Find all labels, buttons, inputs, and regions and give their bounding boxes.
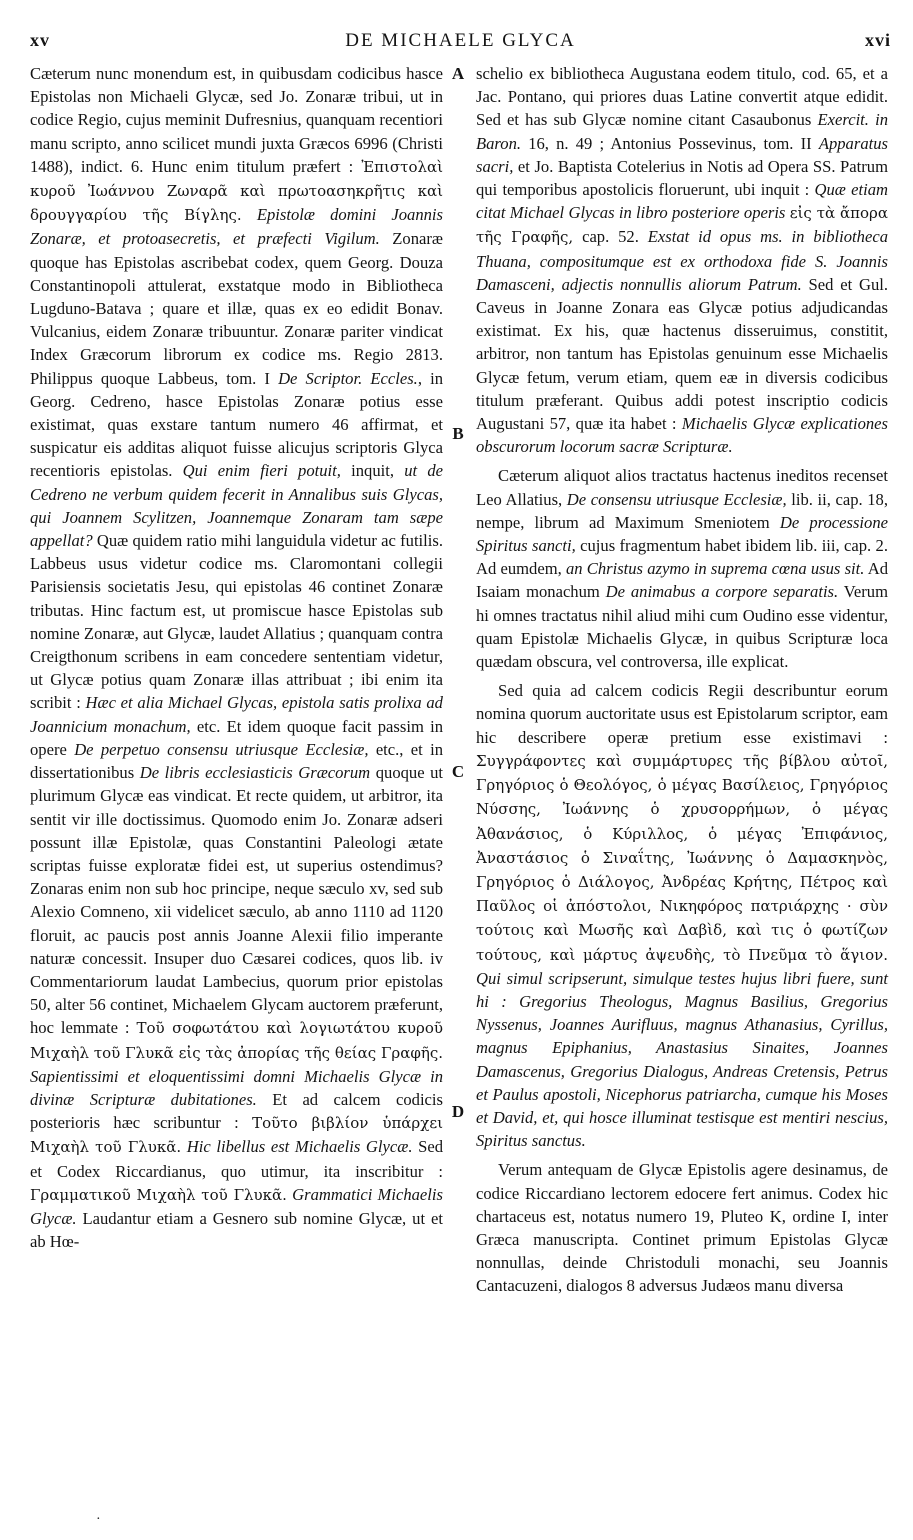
italic-title: Apparatus sacri,	[476, 133, 888, 176]
italic-translation: Qui simul scripserunt, simulque testes hujus libri fuere, sunt hi : Gregorius Theologus, Magnus Basilius, Gregorius Nyssenus, Joannes Aurifluus, magnus Athanasius, Cyrillus, magnus Epiphanius, Anastasius Sinaites, Joannes Damascenus, Gregorius Dialogus, Andreas Cretensis, Petrus et Paulus apostoli, Nicephorus patriarcha, cumque his Moses et David, et, qui hosce illuminat testisque est mentiri nescius, Spiritus sanctus.	[476, 968, 888, 1151]
right-column	[476, 62, 888, 1298]
italic-quote: Exstat id opus ms. in bibliotheca Thuana, compositumque est ex orthodoxa fide S. Joannis Damasceni, adjectis nonnullis aliorum Patrum.	[476, 227, 888, 294]
italic-title: Exercit. in Baron.	[476, 110, 889, 153]
italic-title: De perpetuo consensu utriusque Ecclesiæ,	[74, 739, 369, 759]
margin-letter-c: C	[451, 762, 465, 781]
italic-translation: Epistolæ domini Joannis Zonaræ, et protoasecretis, et præfecti Vigilum.	[30, 205, 443, 249]
paragraph: Sed quia ad calcem codicis Regii describuntur eorum nomina quorum auctoritate usus est Epistolarum scriptor, eam hic describere operæ pretium esse existimavi : Συγγράφοντες καὶ συμμάρτυρες τῆς βίβλου αὐτοῖ, Γρηγόριος ὁ Θεολόγος, ὁ μέγας Βασίλειος, Γρηγόριος Νύσσης, Ἰωάννης ὁ χρυσορρήμων, ὁ μέγας Ἀθανάσιος, ὁ Κύριλλος, ὁ μέγας Ἐπιφάνιος, Ἀναστάσιος ὁ Σιναΐτης, Ἰωάννης ὁ Δαμασκηνὸς, Γρηγόριος ὁ Διάλογος, Ἀνδρέας Κρήτης, Πέτρος καὶ Παῦλος οἱ ἀπόστολοι, Νικηφόρος πατριάρχης · σὺν τούτοις καὶ Μωσῆς καὶ Δαβὶδ, καὶ τις ὁ φωτίζων τούτους, καὶ μάρτυς ἀψευδὴς, τὸ Πνεῦμα τὸ ἅγιον. Qui simul scripserunt, simulque testes hujus libri fuere, sunt hi : Gregorius Theologus, Magnus Basilius, Gregorius Nyssenus, Joannes Aurifluus, magnus Athanasius, Cyrillus, magnus Epiphanius, Anastasius Sinaites, Joannes Damascenus, Gregorius Dialogus, Andreas Cretensis, Petrus et Paulus apostoli, Nicephorus patriarcha, cumque his Moses et David, et, qui hosce illuminat testisque est mentiri nescius, Spiritus sanctus.	[476, 681, 888, 1151]
page-number-right: xvi	[864, 30, 891, 50]
greek-quote: Συγγράφοντες καὶ συμμάρτυρες τῆς βίβλου αὐτοῖ, Γρηγόριος ὁ Θεολόγος, ὁ μέγας Βασίλειος, Γρηγόριος Νύσσης, Ἰωάννης ὁ χρυσορρήμων, ὁ μέγας Ἀθανάσιος, ὁ Κύριλλος, ὁ μέγας Ἐπιφάνιος, Ἀναστάσιος ὁ Σιναΐτης, Ἰωάννης ὁ Δαμασκηνὸς, Γρηγόριος ὁ Διάλογος, Ἀνδρέας Κρήτης, Πέτρος καὶ Παῦλος οἱ ἀπόστολοι, Νικηφόρος πατριάρχης · σὺν τούτοις καὶ Μωσῆς καὶ Δαβὶδ, καὶ τις ὁ φωτίζων τούτους, καὶ μάρτυς ἀψευδὴς, τὸ Πνεῦμα τὸ ἅγιον.	[476, 751, 888, 964]
paragraph: schelio ex bibliotheca Augustana eodem titulo, cod. 65, et a Jac. Pontano, qui priores duas Latine convertit atque edidit. Sed et has sub Glycæ nomine citant Casaubonus Exercit. in Baron. 16, n. 49 ; Antonius Possevinus, tom. II Apparatus sacri, et Jo. Baptista Cotelerius in Notis ad Opera SS. Patrum qui temporibus apostolicis floruerunt, ubi inquit : Quæ etiam citat Michael Glycas in libro posteriore operis εἰς τὰ ἄπορα τῆς Γραφῆς, cap. 52. Exstat id opus ms. in bibliotheca Thuana, compositumque est ex orthodoxa fide S. Joannis Damasceni, adjectis nonnullis aliorum Patrum. Sed et Gul. Caveus in Joanne Zonara eas Glycæ potius adjudicandas existimat. Ex his, quæ hactenus disseruimus, constitit, arbitror, non tantum has Epistolas genuinum esse Michaelis Glycæ fetum, verum etiam, quem eæ in diversis codicibus titulum præferant. Quibus addi potest inscriptio codicis Augustani 57, quæ ita habet : Michaelis Glycæ explicationes obscurorum locorum sacræ Scripturæ.	[476, 64, 889, 457]
greek-quote: Τοῦ σοφωτάτου καὶ λογιωτάτου κυροῦ Μιχαὴλ τοῦ Γλυκᾶ εἰς τὰς ἀπορίας τῆς θείας Γραφῆς.	[30, 1019, 443, 1062]
italic-quote: Quæ etiam citat Michael Glycas in libro posteriore operis	[476, 180, 888, 223]
page-number-left: xv	[30, 30, 50, 50]
page-title: DE MICHAELE GLYCA	[345, 30, 576, 51]
italic-quote: Hæc et alia Michael Glycas, epistola satis prolixa ad Joannicium monachum,	[30, 693, 443, 736]
italic-title: an Christus azymo in suprema cœna usus sit.	[565, 559, 865, 579]
greek-quote: Γραμματικοῦ Μιχαὴλ τοῦ Γλυκᾶ.	[30, 1185, 287, 1204]
italic-title: De consensu utriusque Ecclesiæ,	[566, 489, 787, 509]
stray-mark: ·	[96, 1512, 101, 1527]
paragraph: Verum antequam de Glycæ Epistolis agere desinamus, de codice Riccardiano lectorem edocere fert animus. Codex hic chartaceus est, notatus numero 19, Pluteo K, ordine I, inter Græca manuscripta. Continet primum Epistolas Glycæ nonnullas, deinde Christoduli monachi, seu Joannis Cantacuzeni, dialogos 8 adversus Judæos manu diversa	[476, 1160, 888, 1296]
greek-quote: εἰς τὰ ἄπορα τῆς Γραφῆς,	[476, 204, 889, 247]
running-head	[30, 30, 891, 56]
italic-translation: Sapientissimi et eloquentissimi domni Michaelis Glycæ in divinæ Scripturæ dubitationes.	[30, 1066, 443, 1109]
margin-letter-d: D	[451, 1102, 465, 1121]
italic-translation: Hic libellus est Michaelis Glycæ.	[186, 1137, 413, 1157]
italic-title: De Scriptor. Eccles.	[278, 368, 418, 388]
paragraph: Cæterum nunc monendum est, in quibusdam codicibus hasce Epistolas non Michaeli Glycæ, sed Jo. Zonaræ tribui, ut in codice Regio, cujus meminit Dufresnius, quanquam recentiori manu scripto, anno scilicet mundi juxta Græcos 6996 (Christi 1488), indict. 6. Hunc enim titulum præfert : Ἐπιστολαὶ κυροῦ Ἰωάννου Ζωναρᾶ καὶ πρωτοασηκρῆτις καὶ δρουγγαρίου τῆς Βίγλης. Epistolæ domini Joannis Zonaræ, et protoasecretis, et præfecti Vigilum. Zonaræ quoque has Epistolas ascribebat codex, quem Georg. Douza Constantinopoli attulerat, exstatque modo in Bibliotheca Lugduno-Batava ; quare et illæ, quas ex eo edidit Bonav. Vulcanius, eidem Zonaræ tribuuntur. Zonaræ pariter vindicat Index Græcorum librorum ex codice ms. Regio 2813. Philippus quoque Labbeus, tom. I De Scriptor. Eccles., in Georg. Cedreno, hasce Epistolas Zonaræ potius esse existimat, quas exstare tantum numero 46 affirmat, et suspicatur eis additas aliquot fuisse alicujus scriptoris Glyca recentioris epistolas. Qui enim fieri potuit, inquit, ut de Cedreno ne verbum quidem fecerit in Annalibus suis Glycas, qui Joannem Scylitzen, Joannemque Zonaram tam sæpe appellat? Quæ quidem ratio mihi languidula videtur ac futilis. Labbeus usus videtur codice ms. Claromontani collegii Parisiensis societatis Jesu, qui epistolas 46 continet Zonaræ tributas. Hinc factum est, ut promiscue hasce Epistolas sub nomine Zonaræ, aut Glycæ, laudet Allatius ; quanquam contra Creigthonum scribens in eam concedere sententiam videtur, ut Glycæ potius quam Zonaræ illas attribuat ; ibi enim ita scribit : Hæc et alia Michael Glycas, epistola satis prolixa ad Joannicium monachum, etc. Et idem quoque facit passim in opere De perpetuo consensu utriusque Ecclesiæ, etc., et in dissertationibus De libris ecclesiasticis Græcorum quoque ut plurimum Glycæ eas vindicat. Et recte quidem, ut arbitror, ita sentit vir ille doctissimus. Quomodo enim Jo. Zonaræ adseri possunt illæ Epistolæ, quas Constantini Paleologi ætate scriptas fuisse exploratæ fidei est, ut superius ostendimus? Zonaras enim non sub hoc principe, neque sæculo xv, sed sub Alexio Comneno, xii videlicet sæculo, ab anno 1110 ad 1120 floruit, ac paucis post annis Joanne Alexii filio imperante naturæ concessit. Insuper duo Cæsarei codices, quos lib. iv Commentariorum laudat Lambecius, quorum prior epistolas 50, alter 56 continet, Michaelem Glycam auctorem præferunt, hoc lemmate : Τοῦ σοφωτάτου καὶ λογιωτάτου κυροῦ Μιχαὴλ τοῦ Γλυκᾶ εἰς τὰς ἀπορίας τῆς θείας Γραφῆς. Sapientissimi et eloquentissimi domni Michaelis Glycæ in divinæ Scripturæ dubitationes. Et ad calcem codicis posterioris hæc scribuntur : Τοῦτο βιβλίον ὑπάρχει Μιχαὴλ τοῦ Γλυκᾶ. Hic libellus est Michaelis Glycæ. Sed et Codex Riccardianus, quo utimur, ita inscribitur : Γραμματικοῦ Μιχαὴλ τοῦ Γλυκᾶ. Grammatici Michaelis Glycæ. Laudantur etiam a Gesnero sub nomine Glycæ, ut et ab Hœ-	[30, 64, 444, 1252]
italic-quote: ut de Cedreno ne verbum quidem fecerit in Annalibus suis Glycas, qui Joannem Scylitzen, Joannemque Zonaram tam sæpe appellat?	[30, 461, 443, 551]
italic-title: De animabus a corpore separatis.	[605, 582, 839, 602]
greek-quote: Ἐπιστολαὶ κυροῦ Ἰωάννου Ζωναρᾶ καὶ πρωτοασηκρῆτις καὶ δρουγγαρίου τῆς Βίγλης.	[30, 157, 443, 225]
italic-translation: Grammatici Michaelis Glycæ.	[30, 1184, 443, 1228]
paragraph: Cæterum aliquot alios tractatus hactenus ineditos recenset Leo Allatius, De consensu utriusque Ecclesiæ, lib. ii, cap. 18, nempe, librum ad Maximum Smeniotem De processione Spiritus sancti, cujus fragmentum habet ibidem lib. iii, cap. 2. Ad eumdem, an Christus azymo in suprema cœna usus sit. Ad Isaiam monachum De animabus a corpore separatis. Verum hi omnes tractatus nihil aliud mihi cum Oudino esse videntur, quam Epistolæ Michaelis Glycæ, in quibus Scripturæ loca quædam obscura, vel controversa, ille explicat.	[476, 466, 889, 672]
left-column	[30, 62, 443, 1253]
italic-title: De libris ecclesiasticis Græcorum	[139, 763, 371, 783]
margin-letter-b: B	[452, 424, 464, 443]
italic-quote: Qui enim fieri potuit,	[182, 461, 341, 481]
italic-quote: Michaelis Glycæ explicationes obscurorum locorum sacræ Scripturæ.	[476, 414, 888, 457]
margin-letter-a: A	[451, 64, 465, 83]
italic-title: De processione Spiritus sancti,	[476, 512, 889, 556]
greek-quote: Τοῦτο βιβλίον ὑπάρχει Μιχαὴλ τοῦ Γλυκᾶ.	[30, 1114, 443, 1157]
